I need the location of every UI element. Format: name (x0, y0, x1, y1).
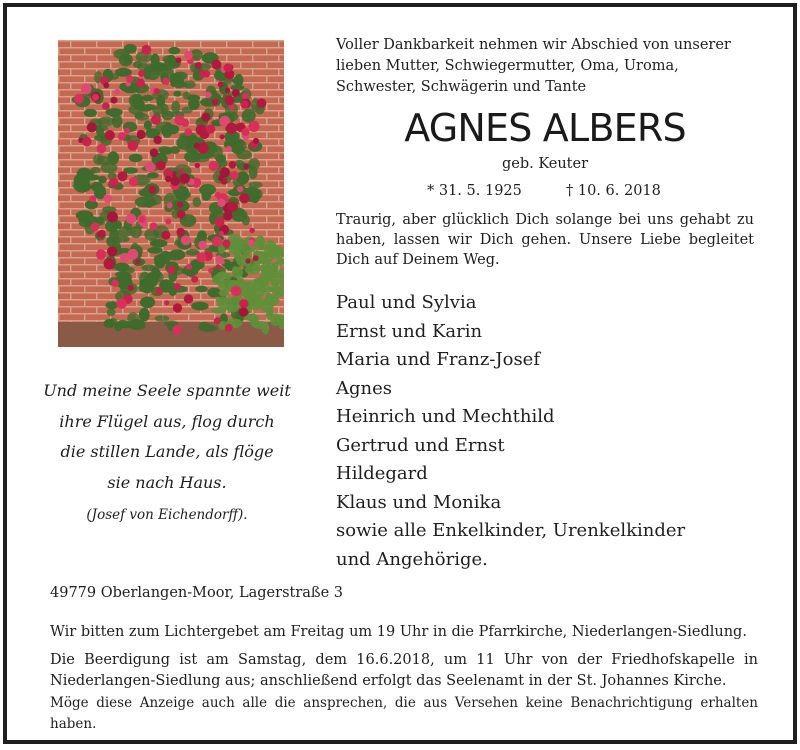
maiden-name: geb. Keuter (501, 156, 589, 172)
mourner: und Angehörige. (336, 548, 488, 570)
rose-photo (58, 40, 284, 347)
poem-source: (Josef von Eichendorff). (86, 507, 248, 523)
mourner: Paul und Sylvia (336, 292, 477, 313)
mourner: Agnes (336, 377, 393, 399)
poem-line: die stillen Lande, als flöge (60, 442, 274, 461)
birth-date: * 31. 5. 1925 (427, 183, 522, 199)
mourner: Klaus und Monika (336, 491, 502, 513)
rose-photo-image (58, 40, 284, 347)
mourner: Maria und Franz-Josef (336, 349, 540, 370)
prayer-notice: Wir bitten zum Lichtergebet am Freitag um 19 Uhr in die Pfarrkirche, Niederlangen-Siedlung. (50, 624, 747, 640)
intro-text: Voller Dankbarkeit nehmen wir Abschied von unserer lieben Mutter, Schwiegermutter, Oma, Uroma, Schwester, Schwägerin und Tante (336, 37, 731, 95)
poem-line: sie nach Haus. (107, 472, 227, 492)
obituary-notice (3, 3, 797, 744)
poem (27, 376, 307, 526)
address: 49779 Oberlangen-Moor, Lagerstraße 3 (50, 585, 344, 601)
mourner: Hildegard (336, 463, 428, 484)
funeral-notice: Die Beerdigung ist am Samstag, dem 16.6.2018, um 11 Uhr von der Friedhofskapelle in Niederlangen-Siedlung aus; anschließend erfolgt das Seelenamt in der St. Johannes Kirche. (50, 652, 758, 689)
farewell-text: Traurig, aber glücklich Dich solange bei uns gehabt zu haben, lassen wir Dich gehen. Unsere Liebe begleitet Dich auf Deinem Weg. (336, 212, 754, 268)
deceased-name: AGNES ALBERS (404, 106, 686, 150)
poem-line: Und meine Seele spannte weit (43, 381, 291, 400)
mourner: Gertrud und Ernst (336, 434, 505, 456)
death-date: † 10. 6. 2018 (566, 183, 661, 199)
poem-line: ihre Flügel aus, flog durch (59, 411, 275, 431)
mourner: Heinrich und Mechthild (336, 406, 555, 427)
closing-notice: Möge diese Anzeige auch alle die ansprechen, die aus Versehen keine Benachrichtigung erhalten haben. (50, 695, 758, 732)
mourner: sowie alle Enkelkinder, Urenkelkinder (336, 520, 686, 541)
mourner: Ernst und Karin (336, 320, 483, 342)
mourners-list (336, 289, 754, 574)
